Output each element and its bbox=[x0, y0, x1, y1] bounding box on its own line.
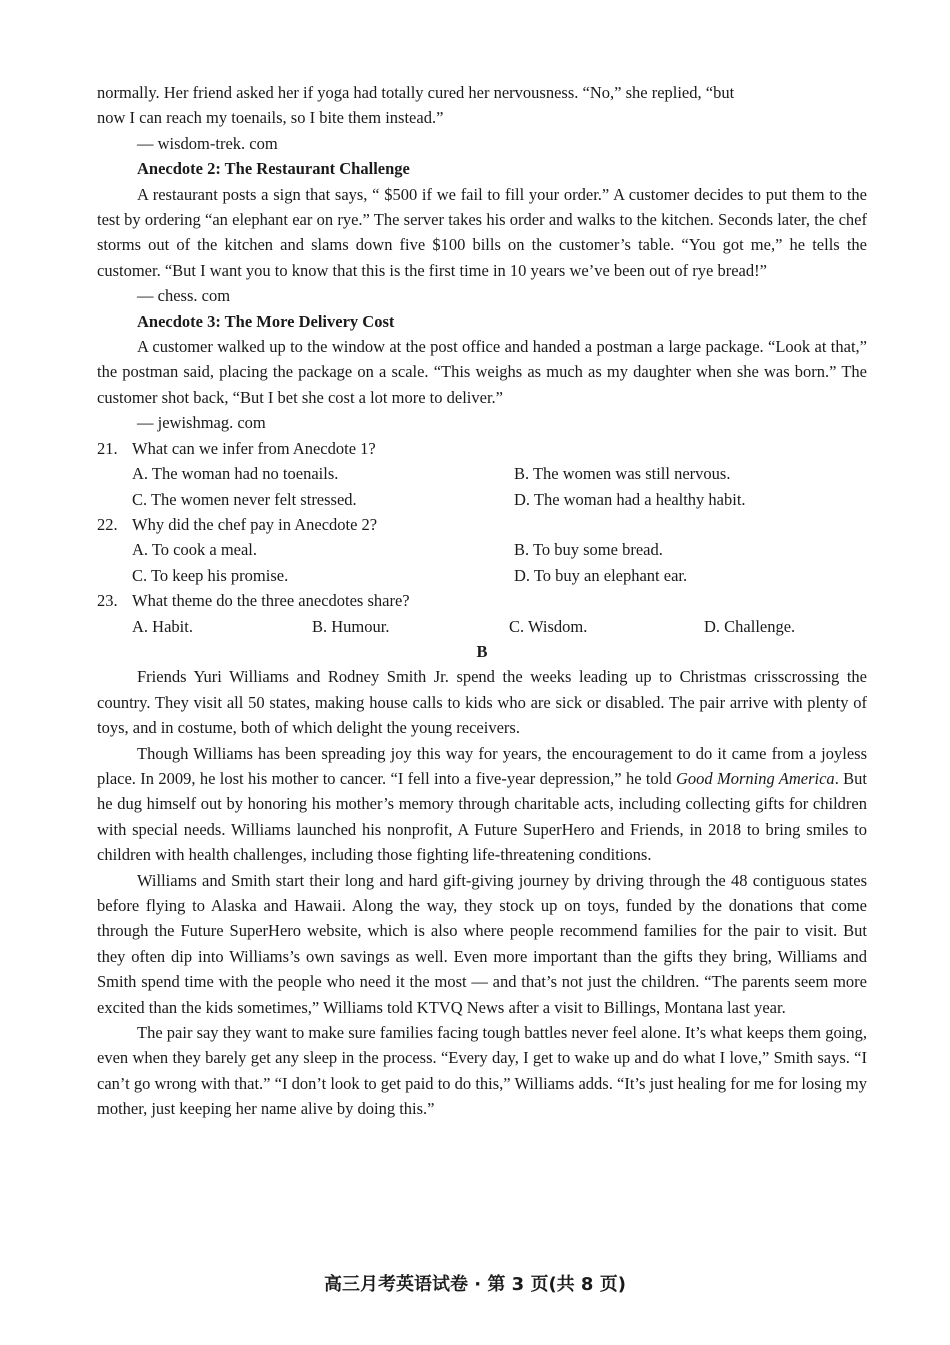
section-b-label: B bbox=[476, 641, 488, 661]
option-c: C. Wisdom. bbox=[509, 616, 588, 636]
option-b: B. Humour. bbox=[312, 616, 390, 636]
option-a: A. The woman had no toenails. bbox=[132, 464, 339, 484]
page-footer: 高三月考英语试卷 · 第 3 页(共 8 页) bbox=[324, 1274, 626, 1295]
question-23 bbox=[97, 588, 867, 639]
option-d: D. Challenge. bbox=[704, 616, 796, 636]
option-b: B. To buy some bread. bbox=[514, 540, 663, 560]
option-d: D. The woman had a healthy habit. bbox=[514, 489, 746, 509]
question-text: Why did the chef pay in Anecdote 2? bbox=[132, 514, 378, 534]
passage-b-paragraph-4: The pair say they want to make sure families facing tough battles never feel alone. It’s what keeps them going, even when they barely get any sleep in the process. “Every day, I get to wake up and do what I love,” Smith says. “I can’t go wrong with that.” “I don’t look to get paid to do this,” Williams adds. “It’s just healing for me for losing my mother, just keeping her name alive by doing this.” bbox=[97, 1023, 867, 1119]
anecdote3-source: — jewishmag. com bbox=[137, 413, 266, 433]
option-c: C. To keep his promise. bbox=[132, 565, 289, 585]
anecdote1-continuation bbox=[97, 80, 867, 131]
anecdote2-source: — chess. com bbox=[137, 286, 231, 306]
anecdote3-text: A customer walked up to the window at the post office and handed a postman a large package. “Look at that,” the postman said, placing the package on a scale. “This weighs as much as my daughter when she was born.” The customer shot back, “But I bet she cost a lot more to deliver.” bbox=[97, 337, 867, 407]
exam-page-content bbox=[97, 80, 867, 1122]
anecdote2-heading: Anecdote 2: The Restaurant Challenge bbox=[137, 159, 410, 179]
option-a: A. To cook a meal. bbox=[132, 540, 258, 560]
question-22 bbox=[97, 512, 867, 588]
option-c: C. The women never felt stressed. bbox=[132, 489, 357, 509]
question-21 bbox=[97, 436, 867, 512]
passage-b-paragraph-2 bbox=[97, 741, 867, 868]
option-d: D. To buy an elephant ear. bbox=[514, 565, 688, 585]
passage-b-paragraph-1: Friends Yuri Williams and Rodney Smith Jr. spend the weeks leading up to Christmas crisscrossing the country. They visit all 50 states, making house calls to kids who are sick or disabled. The pair arrive with plenty of toys, and in costume, both of which delight the young receivers. bbox=[97, 667, 867, 738]
paragraph-text: . But he dug himself out by honoring his mother’s memory through charitable acts, including collecting gifts for children with special needs. Williams launched his nonprofit, A Future SuperHero and Friends, in 2018 to bring smiles to children with health challenges, including those fighting life-threatening conditions. bbox=[97, 768, 868, 865]
anecdote2-text: A restaurant posts a sign that says, “ $500 if we fail to fill your order.” A customer decides to put them to the test by ordering “an elephant ear on rye.” The server takes his order and walks to the kitchen. Seconds later, the chef storms out of the kitchen and slams down five $100 bills on the customer’s table. “You got me,” he tells the customer. “But I want you to know that this is the first time in 10 years we’ve been out of rye bread!” bbox=[97, 184, 867, 280]
option-a: A. Habit. bbox=[132, 616, 193, 636]
passage-b-paragraph-3: Williams and Smith start their long and hard gift-giving journey by driving through the 48 contiguous states before flying to Alaska and Hawaii. Along the way, they stock up on toys, funded by the donations that come through the Future SuperHero website, which is also where people recommend families for the pair to visit. But they often dip into Williams’s own savings as well. Even more important than the gifts they bring, Williams and Smith spend time with the people who need it the most — and that’s not just the children. “The parents seem more excited than the kids sometimes,” Williams told KTVQ News after a visit to Billings, Montana last year. bbox=[97, 870, 867, 1017]
question-number: 21. bbox=[97, 438, 118, 458]
option-b: B. The women was still nervous. bbox=[514, 464, 731, 484]
question-number: 22. bbox=[97, 514, 118, 534]
anecdote1-line2: now I can reach my toenails, so I bite them instead.” bbox=[97, 108, 444, 128]
anecdote3-heading: Anecdote 3: The More Delivery Cost bbox=[137, 311, 395, 331]
anecdote1-line1: normally. Her friend asked her if yoga had totally cured her nervousness. “No,” she replied, “but bbox=[97, 83, 735, 102]
question-number: 23. bbox=[97, 591, 118, 611]
question-text: What can we infer from Anecdote 1? bbox=[132, 438, 376, 458]
show-title: Good Morning America bbox=[675, 768, 835, 788]
anecdote1-source: — wisdom-trek. com bbox=[137, 133, 278, 153]
paragraph-text: Though Williams has been spreading joy this way for years, the encouragement to do it came from a joyless place. In 2009, he lost his mother to cancer. “I fell into a five-year depression,” he told bbox=[97, 743, 867, 788]
question-text: What theme do the three anecdotes share? bbox=[132, 591, 410, 611]
